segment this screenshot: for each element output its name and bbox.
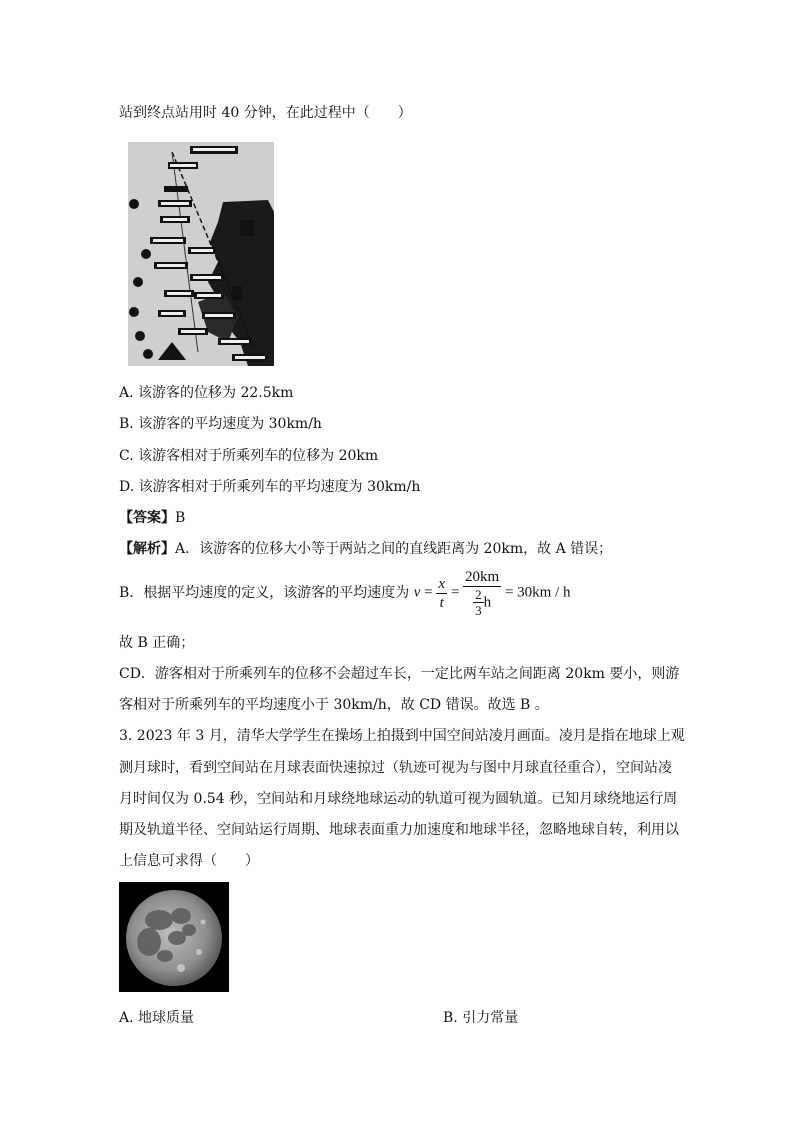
q3-option-b: B. 引力常量 <box>443 1010 519 1026</box>
formula-v: v <box>413 584 421 601</box>
q3-line-1: 3. 2023 年 3 月，清华大学学生在操场上拍摄到中国空间站凌月画面。凌月是指在地球上观 <box>119 728 685 744</box>
q3-line-3: 月时间仅为 0.54 秒，空间站和月球绕地球运动的轨道可视为圆轨道。已知月球绕地运行周 <box>119 791 678 807</box>
analysis-label: 【解析】 <box>119 541 175 557</box>
q3-line-2: 测月球时，看到空间站在月球表面快速掠过（轨迹可视为与图中月球直径重合），空间站凌 <box>119 760 672 776</box>
frac-3: 3 <box>475 603 482 618</box>
analysis-line-b <box>119 563 571 623</box>
formula-result: = 30km / h <box>501 584 571 601</box>
analysis-cd-line-2: 客相对于所乘列车的平均速度小于 30km/h，故 CD 错误。故选 B 。 <box>119 697 549 713</box>
route-map-image <box>128 142 274 366</box>
question-stem-end: 站到终点站用时 40 分钟，在此过程中（ ） <box>119 105 412 121</box>
frac-20km: 20km <box>465 569 500 585</box>
analysis-b-conclusion: 故 B 正确； <box>119 635 195 651</box>
option-d: D. 该游客相对于所乘列车的平均速度为 30km/h <box>119 479 421 495</box>
fraction-x-over-t <box>436 575 447 612</box>
frac-x: x <box>438 575 446 592</box>
formula-eq1: = <box>420 584 437 601</box>
formula-eq2: = <box>447 584 464 601</box>
moon-image <box>119 882 229 992</box>
option-a: A. 该游客的位移为 22.5km <box>119 385 294 401</box>
q3-line-4: 期及轨道半径、空间站运行周期、地球表面重力加速度和地球半径，忽略地球自转，利用以 <box>119 822 679 838</box>
analysis-a-text: A．该游客的位移大小等于两站之间的直线距离为 20km，故 A 错误； <box>175 541 613 557</box>
answer-label: 【答案】 <box>119 510 175 526</box>
frac-h: h <box>483 594 492 611</box>
q3-line-5: 上信息可求得（ ） <box>119 853 259 869</box>
answer-value: B <box>175 510 186 526</box>
analysis-b-text: B．根据平均速度的定义，该游客的平均速度为 <box>119 585 414 601</box>
route-map-figure <box>128 142 274 366</box>
frac-time <box>463 587 501 618</box>
fraction-distance-over-time <box>463 568 501 618</box>
frac-2: 2 <box>475 587 482 602</box>
q3-option-a: A. 地球质量 <box>119 1010 195 1026</box>
option-c: C. 该游客相对于所乘列车的位移为 20km <box>119 448 379 464</box>
velocity-formula <box>414 568 571 618</box>
frac-t: t <box>439 594 444 611</box>
answer-line <box>119 508 185 528</box>
moon-photo <box>119 882 229 992</box>
option-b: B. 该游客的平均速度为 30km/h <box>119 416 322 432</box>
analysis-cd-line-1: CD．游客相对于所乘列车的位移不会超过车长，一定比两车站之间距离 20km 要小，则游 <box>119 666 680 682</box>
analysis-line-a <box>119 539 612 559</box>
